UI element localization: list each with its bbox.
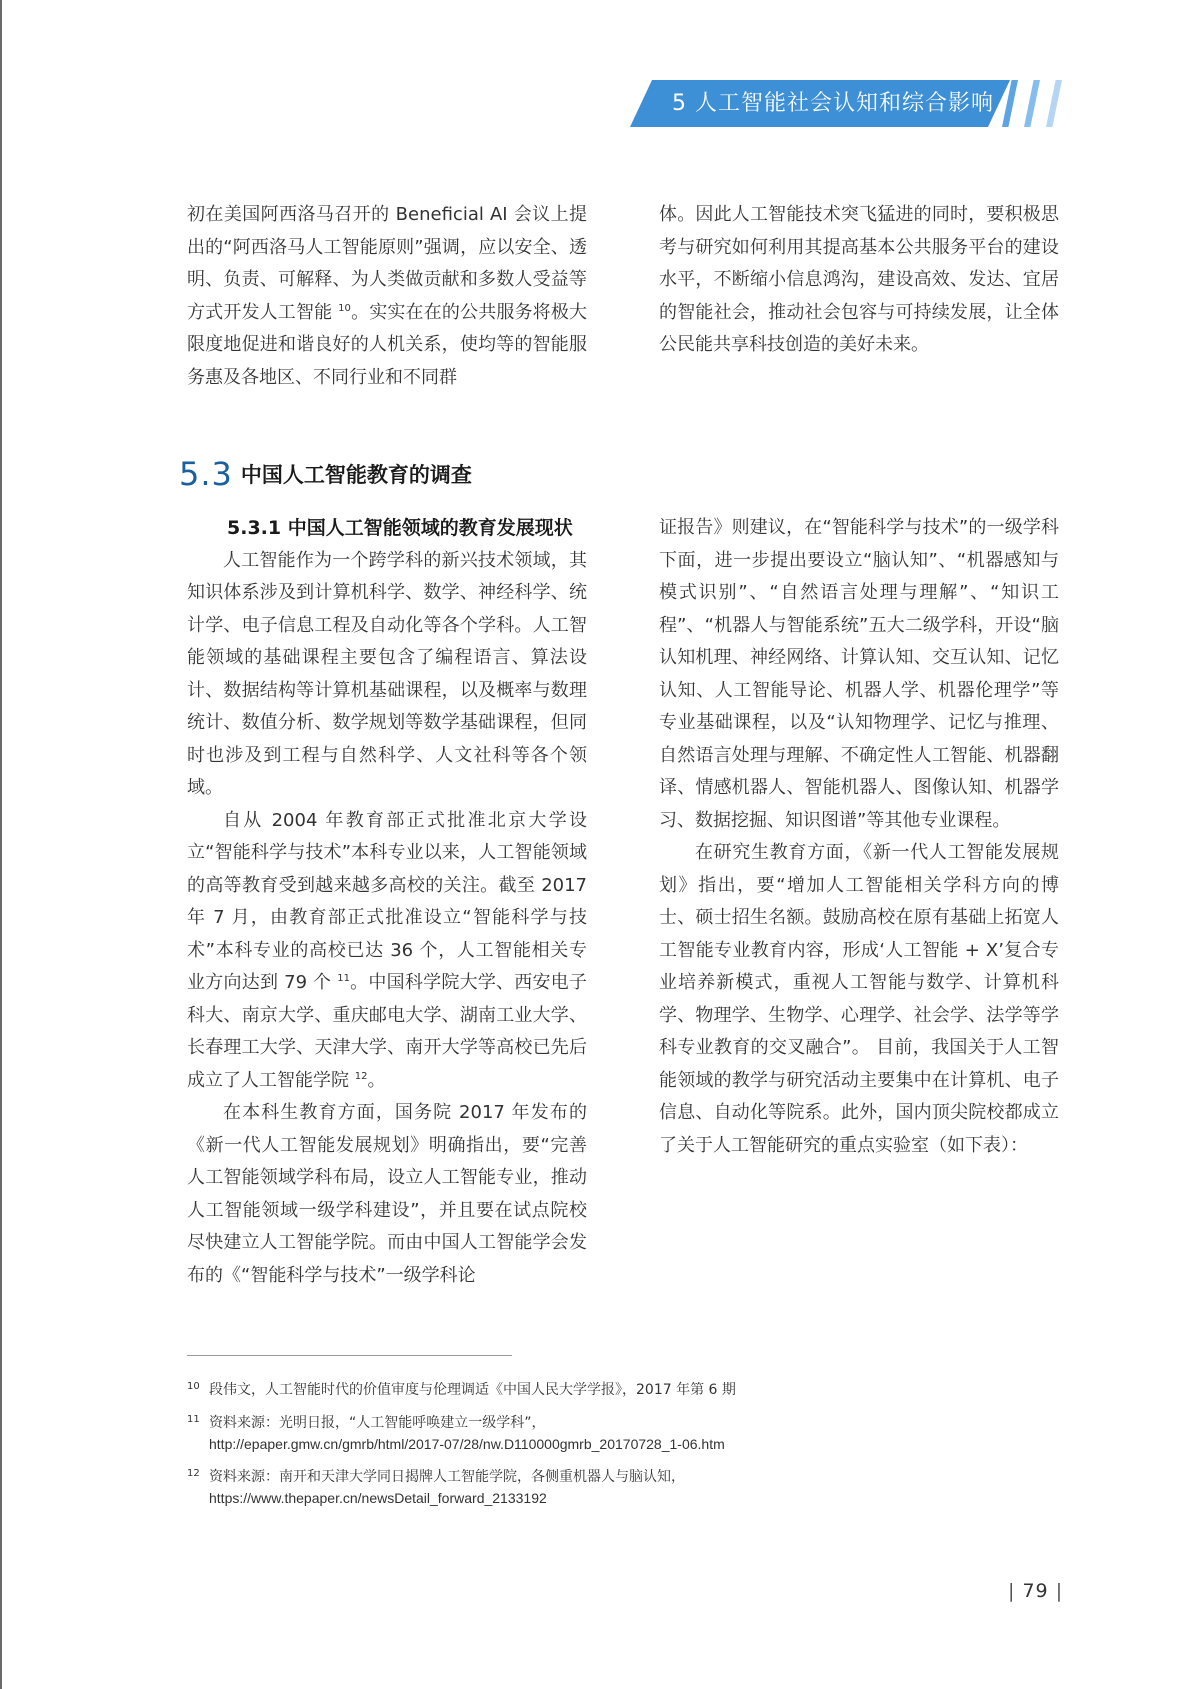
footnote-divider <box>187 1355 512 1356</box>
main-right-column <box>659 512 1059 1162</box>
body-paragraph: 人工智能作为一个跨学科的新兴技术领域，其知识体系涉及到计算机科学、数学、神经科学、统计学、电子信息工程及自动化等各个学科。人工智能领域的基础课程主要包含了编程语言、算法设计、数据结构等计算机基础课程，以及概率与数理统计、数值分析、数学规划等数学基础课程，但同时也涉及到工程与自然科学、人文社科等各个领域。 <box>187 549 587 798</box>
footnote-number: 11 <box>187 1414 200 1425</box>
body-paragraph: 自从 2004 年教育部正式批准北京大学设立“智能科学与技术”本科专业以来，人工智能领域的高等教育受到越来越多高校的关注。截至 2017 年 7 月，由教育部正式批准设立“智能科学与技术”本科专业的高校已达 36 个，人工智能相关专业方向达到 79 个 $^{11}$。中国科学院大学、西安电子科大、南京大学、重庆邮电大学、湖南工业大学、长春理工大学、天津大学、南开大学等高校已先后成立了人工智能学院 $^{12}$。 <box>187 809 588 1091</box>
header-stripe-decoration <box>1024 80 1040 127</box>
footnote <box>187 1380 1007 1401</box>
main-left-column <box>187 512 587 1292</box>
section-heading <box>179 455 472 493</box>
chapter-title: 5 人工智能社会认知和综合影响 <box>672 91 994 116</box>
header-stripe-decoration <box>1046 80 1062 127</box>
page-number-value: 79 <box>1022 1580 1049 1602</box>
footnote <box>187 1467 1007 1509</box>
footnote-ref[interactable]: 10 <box>338 302 351 314</box>
top-right-column <box>659 199 1059 362</box>
page-binding-edge <box>0 0 2 1689</box>
footnote-text: 资料来源：南开和天津大学同日揭牌人工智能学院，各侧重机器人与脑认知， <box>209 1469 685 1485</box>
footnote-text: 段伟文，人工智能时代的价值审度与伦理调适《中国人民大学学报》，2017 年第 6 期 <box>209 1382 736 1398</box>
body-paragraph: 在本科生教育方面，国务院 2017 年发布的《新一代人工智能发展规划》明确指出，要“完善人工智能领域学科布局，设立人工智能专业，推动人工智能领域一级学科建设”，并且要在试点院校尽快建立人工智能学院。而由中国人工智能学会发布的《“智能科学与技术”一级学科论 <box>187 1102 587 1286</box>
footnote-ref[interactable]: 12 <box>354 1070 368 1082</box>
section-number: 5.3 <box>179 455 233 493</box>
page-number-divider: | <box>1055 1580 1064 1602</box>
footnote-ref[interactable]: 11 <box>337 973 350 984</box>
body-paragraph: 在研究生教育方面，《新一代人工智能发展规划》指出，要“增加人工智能相关学科方向的博士、硕士招生名额。鼓励高校在原有基础上拓宽人工智能专业教育内容，形成‘人工智能 + X’复合专业培养新模式，重视人工智能与数学、计算机科学、物理学、生物学、心理学、社会学、法学等学科专业教育的交叉融合”。 目前，我国关于人工智能领域的教学与研究活动主要集中在计算机、电子信息、自动化等院系。此外，国内顶尖院校都成立了关于人工智能研究的重点实验室（如下表）： <box>659 842 1059 1156</box>
subsection-title: 5.3.1 中国人工智能领域的教育发展现状 <box>227 517 573 539</box>
body-paragraph: 初在美国阿西洛马召开的 Beneficial AI 会议上提出的“阿西洛马人工智能原则”强调，应以安全、透明、负责、可解释、为人类做贡献和多数人受益等方式开发人工智能 $^{10}$。实实在在的公共服务将极大限度地促进和谐良好的人机关系，使均等的智能服务惠及各地区、不同行业和不同群 <box>187 204 587 388</box>
footnote-link[interactable]: http://epaper.gmw.cn/gmrb/html/2017-07/28/nw.D110000gmrb_20170728_1-06.htm <box>209 1436 725 1452</box>
footnote-link[interactable]: https://www.thepaper.cn/newsDetail_forward_2133192 <box>209 1490 547 1506</box>
section-title: 中国人工智能教育的调查 <box>240 463 472 487</box>
footnote <box>187 1413 1007 1455</box>
page-number <box>1008 1580 1063 1602</box>
body-paragraph: 体。因此人工智能技术突飞猛进的同时，要积极思考与研究如何利用其提高基本公共服务平台的建设水平，不断缩小信息鸿沟，建设高效、发达、宜居的智能社会，推动社会包容与可持续发展，让全体公民能共享科技创造的美好未来。 <box>659 204 1059 355</box>
footnotes <box>187 1380 1007 1521</box>
page-number-divider: | <box>1008 1580 1016 1602</box>
body-paragraph: 证报告》则建议，在“智能科学与技术”的一级学科下面，进一步提出要设立“脑认知”、“机器感知与模式识别”、“自然语言处理与理解”、“知识工程”、“机器人与智能系统”五大二级学科，开设“脑认知机理、神经网络、计算认知、交互认知、记忆认知、人工智能导论、机器人学、机器伦理学”等专业基础课程，以及“认知物理学、记忆与推理、自然语言处理与理解、不确定性人工智能、机器翻译、情感机器人、智能机器人、图像认知、机器学习、数据挖掘、知识图谱”等其他专业课程。 <box>659 517 1059 831</box>
footnote-number: 12 <box>187 1468 200 1479</box>
footnote-text: 资料来源：光明日报，“人工智能呼唤建立一级学科”， <box>209 1415 546 1431</box>
top-left-column <box>187 199 587 394</box>
footnote-number: 10 <box>187 1381 200 1392</box>
